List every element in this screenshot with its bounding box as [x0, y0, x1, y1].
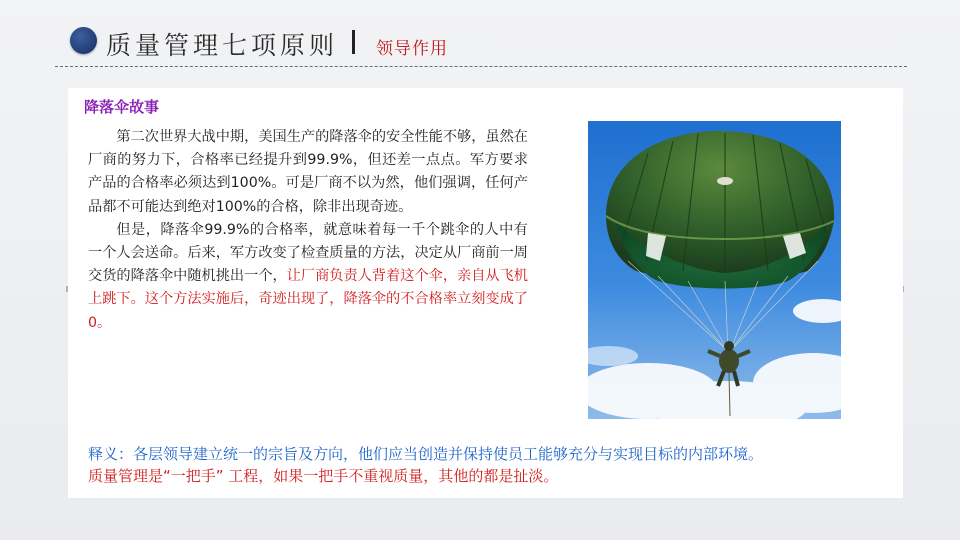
story-paragraph-2: [88, 219, 528, 335]
story-paragraph-2-text: 但是，降落伞99.9%的合格率，就意味着每一千个跳伞的人中有一个人会送命。后来，军方改变了检查质量的方法，决定从厂商前一周交货的降落伞中随机挑出一个，: [88, 221, 528, 285]
canopy: [606, 131, 834, 289]
explanation-text: 释义：各层领导建立统一的宗旨及方向，他们应当创造并保持使员工能够充分与实现目标的内部环境。: [88, 445, 764, 463]
title-bullet-dot: [70, 27, 97, 54]
quality-statement: 质量管理是“一把手” 工程，如果一把手不重视质量，其他的都是扯淡。: [88, 467, 559, 485]
header-dashed-rule: [55, 66, 907, 67]
page-title: 质量管理七项原则: [106, 31, 339, 60]
title-divider: [352, 30, 355, 54]
story-paragraph-1: 第二次世界大战中期，美国生产的降落伞的安全性能不够，虽然在厂商的努力下，合格率已经提升到99.9%，但还差一点点。军方要求产品的合格率必须达到100%。可是厂商不以为然，他们强调，任何产品都不可能达到绝对100%的合格，除非出现奇迹。: [88, 129, 528, 215]
story-title: 降落伞故事: [84, 98, 160, 116]
story-text: [88, 126, 528, 335]
parachute-photo: [588, 121, 841, 419]
page-subtitle: 领导作用: [376, 39, 448, 59]
story-paragraph-2-highlight: 让厂商负责人背着这个伞，亲自从飞机上跳下。这个方法实施后，奇迹出现了，降落伞的不合格率立刻变成了0。: [88, 268, 528, 331]
parachute-illustration: [588, 121, 841, 419]
